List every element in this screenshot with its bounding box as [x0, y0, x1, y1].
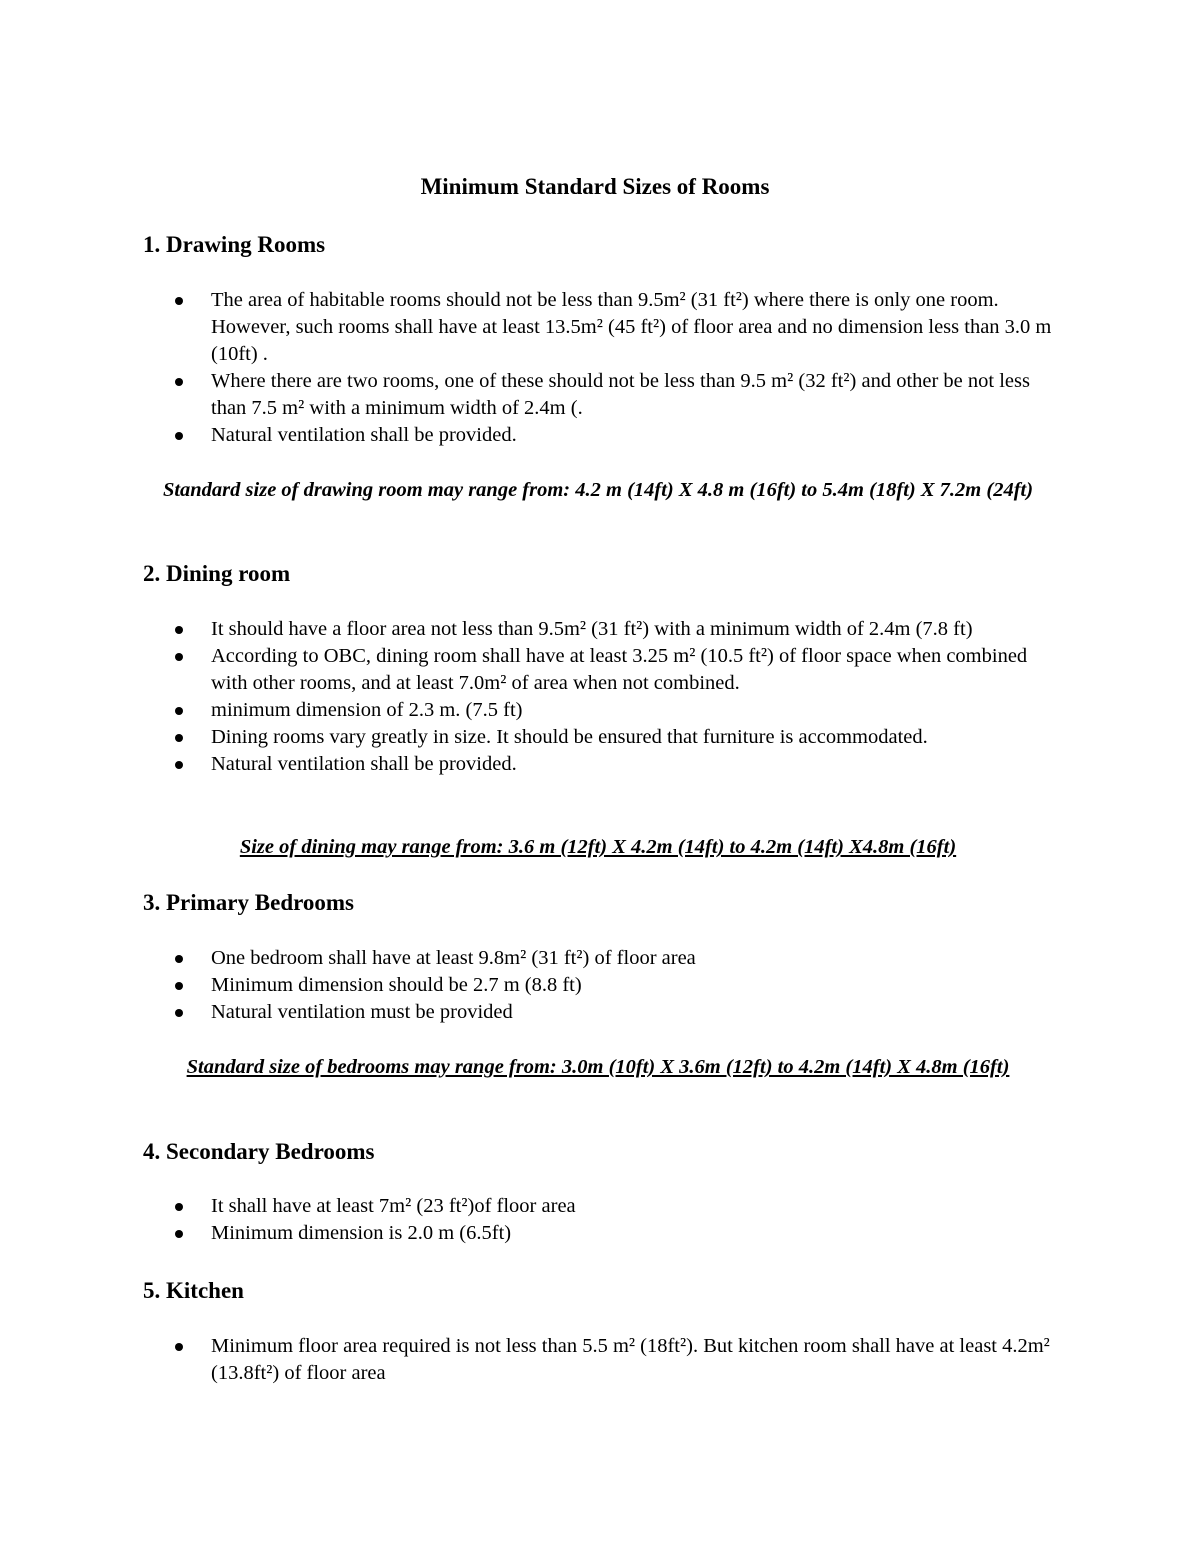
list-item: Minimum floor area required is not less than 5.5 m² (18ft²). But kitchen room shall have at least 4.2m² (13.8ft²) of floor area	[173, 1333, 1063, 1387]
dining-room-list	[173, 616, 1063, 778]
bullet-icon	[175, 707, 183, 715]
bullet-icon	[175, 734, 183, 742]
list-item: Natural ventilation shall be provided.	[173, 751, 1063, 778]
bullet-icon	[175, 297, 183, 305]
list-item: One bedroom shall have at least 9.8m² (31 ft²) of floor area	[173, 945, 1063, 972]
list-item: Minimum dimension is 2.0 m (6.5ft)	[173, 1220, 1063, 1247]
bullet-icon	[175, 432, 183, 440]
list-item: According to OBC, dining room shall have at least 3.25 m² (10.5 ft²) of floor space when combined with other rooms, and at least 7.0m² of area when not combined.	[173, 643, 1063, 697]
list-item: The area of habitable rooms should not be less than 9.5m² (31 ft²) where there is only one room. However, such rooms shall have at least 13.5m² (45 ft²) of floor area and no dimension less than 3.0 m (10ft) .	[173, 287, 1063, 368]
list-item: It shall have at least 7m² (23 ft²)of floor area	[173, 1193, 1063, 1220]
bullet-icon	[175, 1343, 183, 1351]
drawing-rooms-list	[173, 287, 1063, 449]
page-title: Minimum Standard Sizes of Rooms	[420, 174, 770, 199]
bullet-icon	[175, 653, 183, 661]
list-item: Minimum dimension should be 2.7 m (8.8 ft)	[173, 972, 1063, 999]
section-heading-dining-room: 2. Dining room	[143, 561, 291, 586]
list-item: minimum dimension of 2.3 m. (7.5 ft)	[173, 697, 1063, 724]
section-heading-secondary-bedrooms: 4. Secondary Bedrooms	[143, 1139, 375, 1164]
section-heading-primary-bedrooms: 3. Primary Bedrooms	[143, 890, 355, 915]
list-item: Natural ventilation must be provided	[173, 999, 1063, 1026]
bullet-icon	[175, 982, 183, 990]
primary-bedrooms-list	[173, 945, 1063, 1026]
list-item: Dining rooms vary greatly in size. It should be ensured that furniture is accommodated.	[173, 724, 1063, 751]
dining-room-size-note: Size of dining may range from: 3.6 m (12ft) X 4.2m (14ft) to 4.2m (14ft) X4.8m (16ft)	[239, 836, 957, 858]
section-heading-drawing-rooms: 1. Drawing Rooms	[143, 232, 326, 257]
secondary-bedrooms-list	[173, 1193, 1063, 1247]
bullet-icon	[175, 626, 183, 634]
bullet-icon	[175, 1009, 183, 1017]
list-item: Where there are two rooms, one of these should not be less than 9.5 m² (32 ft²) and other be not less than 7.5 m² with a minimum width of 2.4m (.	[173, 368, 1063, 422]
bullet-icon	[175, 378, 183, 386]
bedrooms-standard-size-note: Standard size of bedrooms may range from: 3.0m (10ft) X 3.6m (12ft) to 4.2m (14ft) X 4.8m (16ft)	[186, 1056, 1010, 1078]
bullet-icon	[175, 955, 183, 963]
drawing-room-standard-size-note: Standard size of drawing room may range from: 4.2 m (14ft) X 4.8 m (16ft) to 5.4m (18ft) X 7.2m (24ft)	[162, 479, 1034, 501]
bullet-icon	[175, 761, 183, 769]
bullet-icon	[175, 1203, 183, 1211]
section-heading-kitchen: 5. Kitchen	[143, 1278, 244, 1303]
kitchen-list	[173, 1333, 1063, 1387]
list-item: Natural ventilation shall be provided.	[173, 422, 1063, 449]
bullet-icon	[175, 1230, 183, 1238]
list-item: It should have a floor area not less than 9.5m² (31 ft²) with a minimum width of 2.4m (7.8 ft)	[173, 616, 1063, 643]
